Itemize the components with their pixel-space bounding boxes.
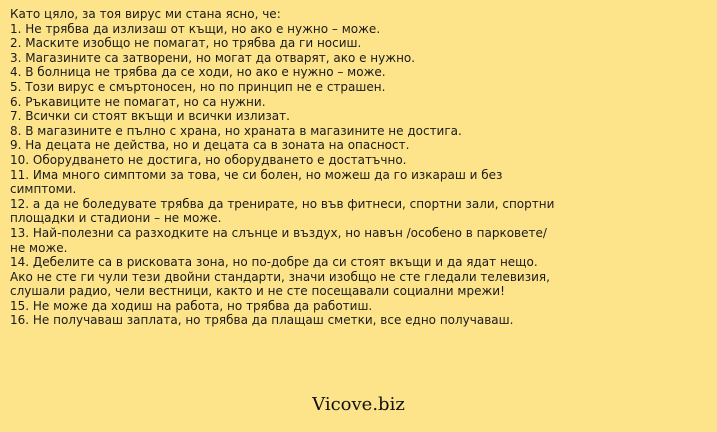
joke-line: 1. Не трябва да излизаш от къщи, но ако е нужно – може.	[10, 21, 381, 36]
joke-line: 13. Най-полезни са разходките на слънце и въздух, но навън /особено в парковете/	[10, 225, 547, 240]
joke-line: площадки и стадиони – не може.	[10, 211, 222, 226]
joke-line: 5. Този вирус е смъртоносен, но по принцип не е страшен.	[10, 79, 386, 94]
joke-text-block	[10, 7, 710, 328]
joke-line: 2. Маските изобщо не помагат, но трябва да ги носиш.	[10, 36, 362, 51]
joke-intro: Като цяло, за тоя вирус ми стана ясно, че:	[10, 7, 281, 21]
joke-line: 14. Дебелите са в рисковата зона, но по-добре да си стоят вкъщи и да ядат нещо.	[10, 255, 538, 270]
joke-line: 10. Оборудването не достига, но оборудването е достатъчно.	[10, 152, 407, 167]
joke-line: слушали радио, чели вестници, както и не сте посещавали социални мрежи!	[10, 284, 505, 299]
joke-line: не може.	[10, 240, 68, 255]
joke-line: 6. Ръкавиците не помагат, но са нужни.	[10, 94, 266, 109]
joke-line: Ако не сте ги чули тези двойни стандарти, значи изобщо не сте гледали телевизия,	[10, 269, 550, 284]
joke-line: 7. Всички си стоят вкъщи и всички излизат.	[10, 109, 290, 124]
joke-line: симптоми.	[10, 182, 77, 197]
joke-line: 4. В болница не трябва да се ходи, но ако е нужно – може.	[10, 65, 386, 80]
site-watermark: Vicove.biz	[312, 394, 405, 415]
joke-line: 9. На децата не действа, но и децата са в зоната на опасност.	[10, 138, 410, 153]
joke-line: 16. Не получаваш заплата, но трябва да плащаш сметки, все едно получаваш.	[10, 313, 514, 328]
joke-line: 11. Има много симптоми за това, че си болен, но можеш да го изкараш и без	[10, 167, 503, 182]
joke-line: 12. а да не боледувате трябва да тренирате, но във фитнеси, спортни зали, спортни	[10, 196, 555, 211]
joke-line: 15. Не може да ходиш на работа, но трябва да работиш.	[10, 298, 373, 313]
joke-line: 8. В магазините е пълно с храна, но храната в магазините не достига.	[10, 123, 462, 138]
joke-line: 3. Магазините са затворени, но могат да отварят, ако е нужно.	[10, 50, 416, 65]
